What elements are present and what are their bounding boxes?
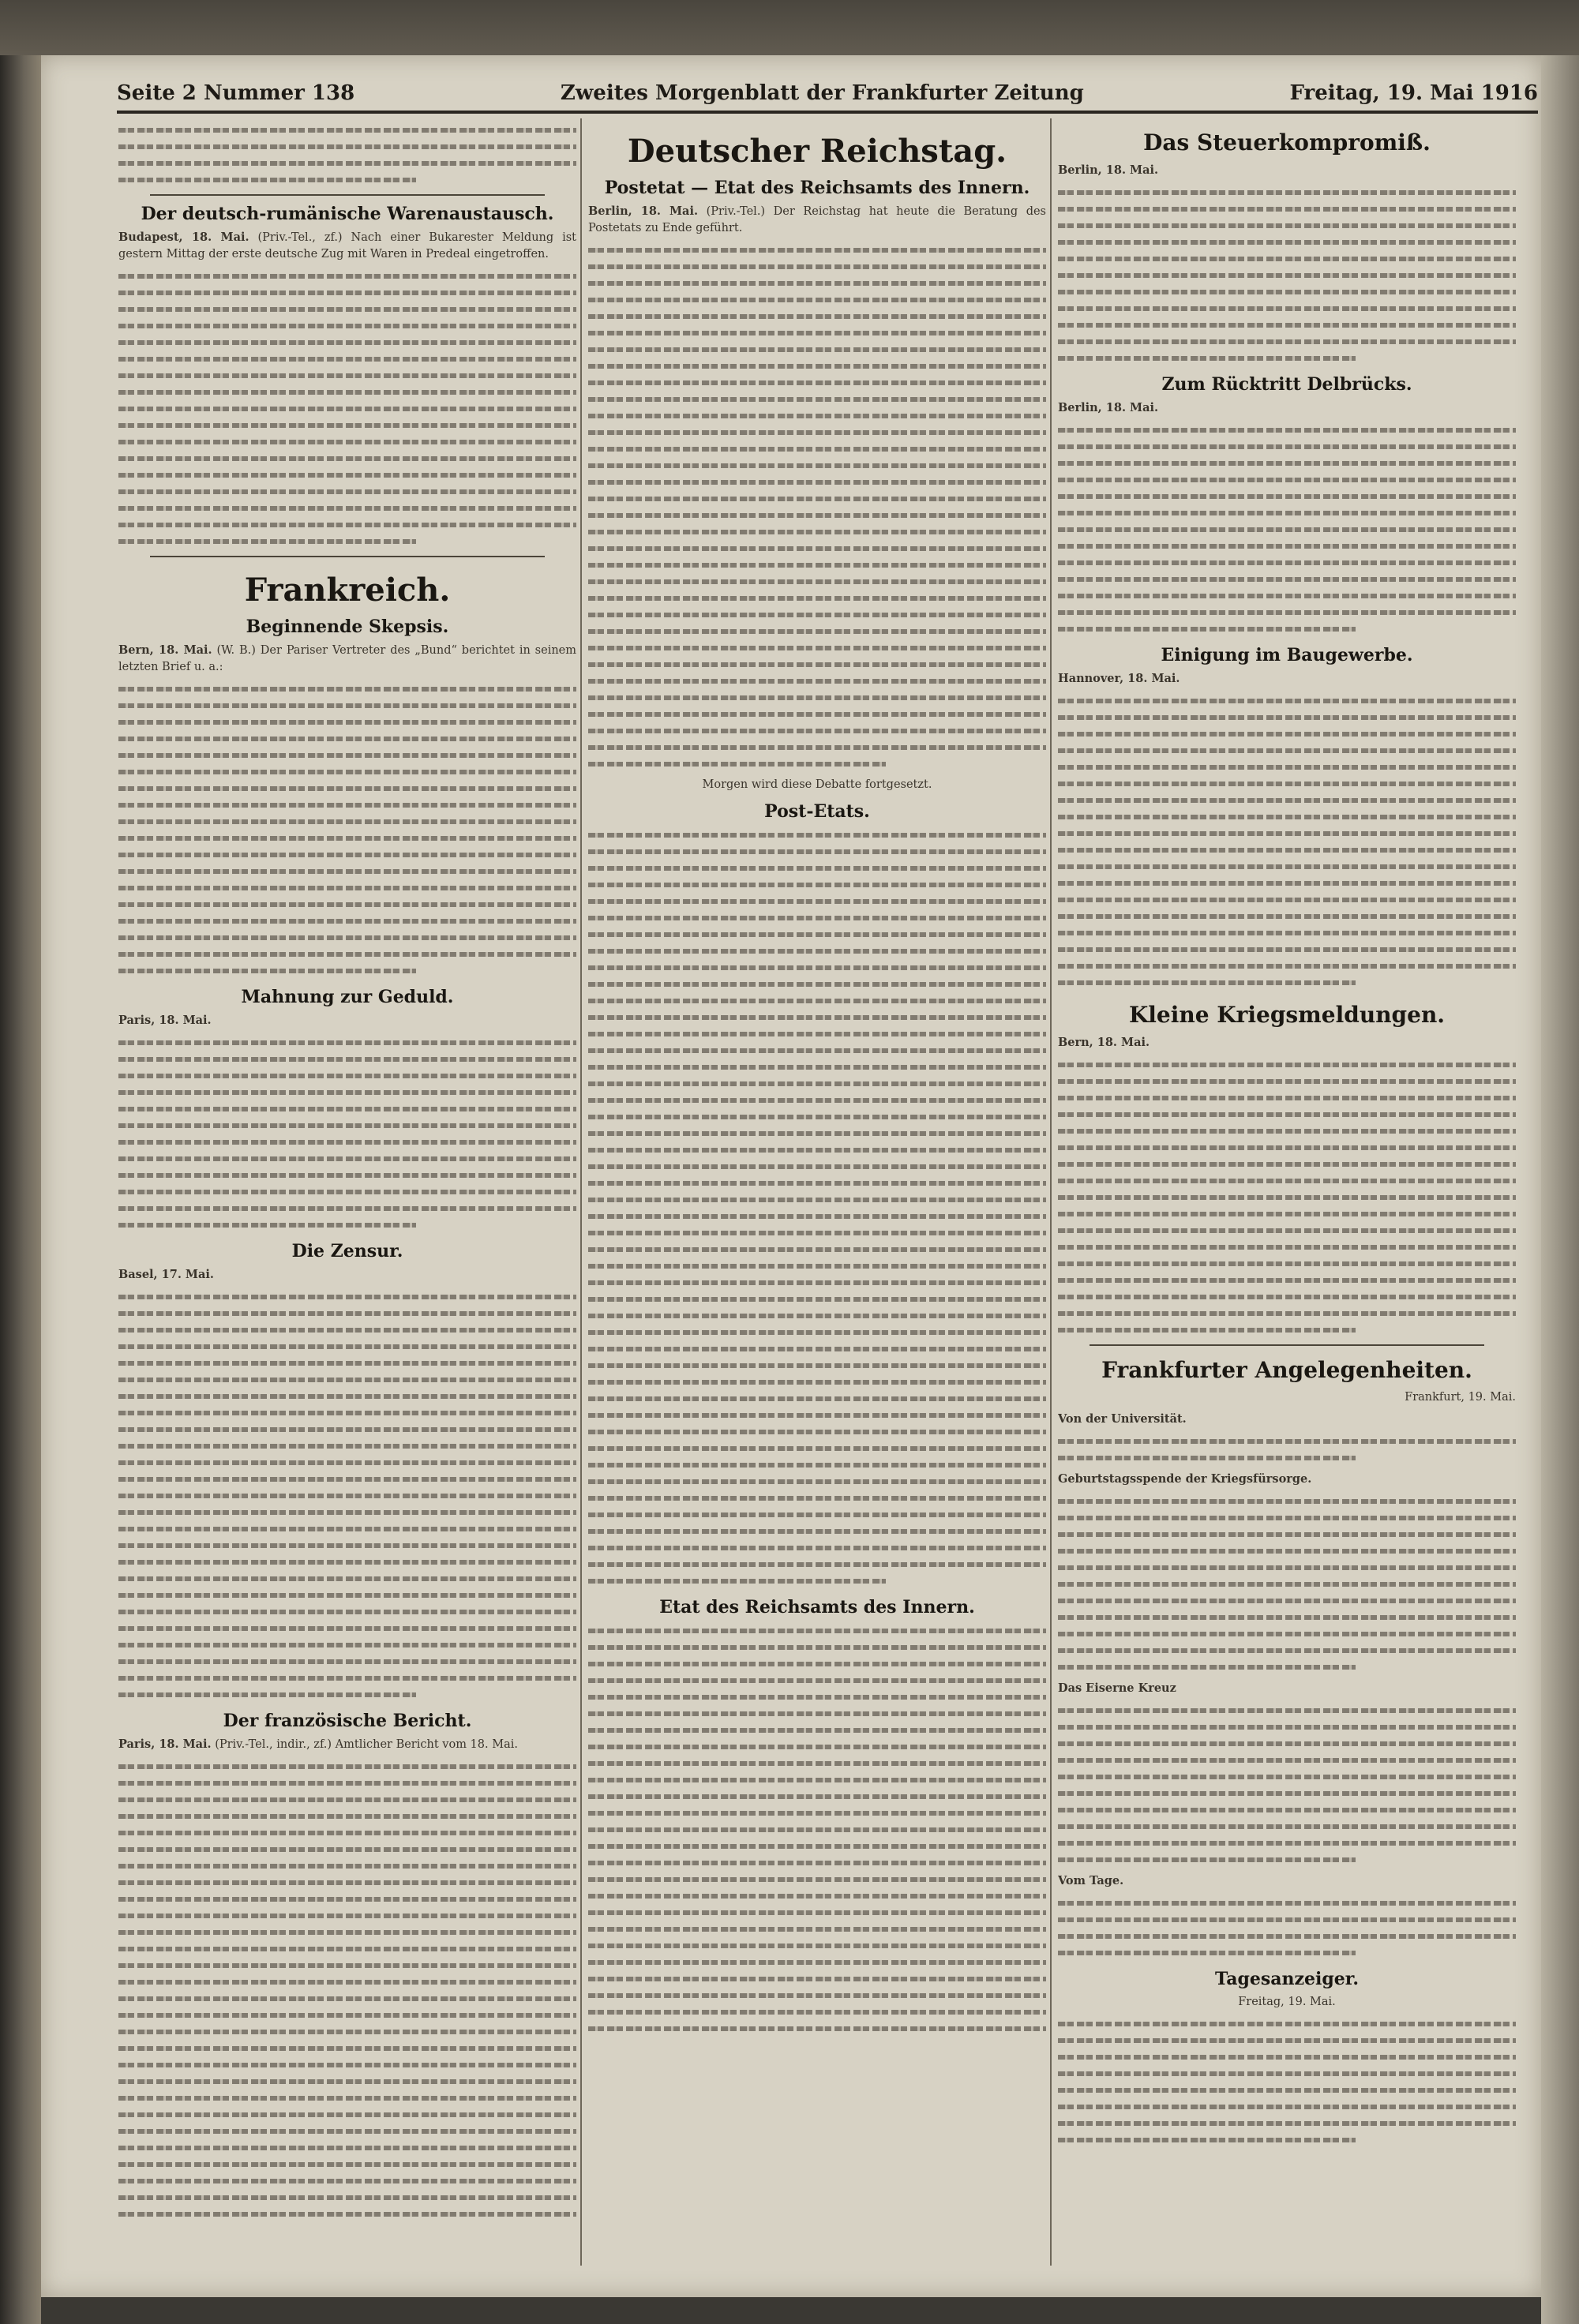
article-body <box>1058 1493 1516 1675</box>
dateline: Berlin, 18. Mai. <box>1058 401 1159 414</box>
article-body <box>1058 692 1516 991</box>
article-body <box>118 1034 576 1233</box>
article-body <box>1058 422 1516 637</box>
section-subtitle: Etat des Reichsamts des Innern. <box>659 1597 975 1617</box>
section-subtitle: Mahnung zur Geduld. <box>241 987 454 1007</box>
column-divider <box>580 118 582 2266</box>
section-rule <box>150 194 545 196</box>
section-title: Tagesanzeiger. <box>1215 1969 1359 1989</box>
article-body <box>588 242 1046 772</box>
article-lead <box>118 642 576 676</box>
listings-body <box>1058 2015 1516 2148</box>
dateline: Bern, 18. Mai. <box>118 643 212 657</box>
column-left <box>118 118 576 2266</box>
article-body <box>1058 1702 1516 1868</box>
dateline: Berlin, 18. Mai. <box>1058 163 1159 177</box>
section-subtitle: Postetat — Etat des Reichsamts des Innern. <box>604 178 1030 198</box>
dateline: Basel, 17. Mai. <box>118 1268 214 1281</box>
article-lead <box>118 229 576 263</box>
dateline: Frankfurt, 19. Mai. <box>1405 1391 1516 1404</box>
article-body <box>1058 1433 1516 1466</box>
article-item <box>1058 1680 1516 1697</box>
article-lead <box>118 1736 576 1753</box>
article-lead <box>1058 162 1516 179</box>
column-divider <box>1050 118 1052 2266</box>
article-body <box>1058 1056 1516 1338</box>
article-body <box>118 1758 576 2222</box>
book-binding <box>0 0 41 2324</box>
header-rule <box>117 111 1538 114</box>
section-subtitle: Der französische Bericht. <box>223 1711 472 1731</box>
article-lead <box>1058 1034 1516 1051</box>
lead-text: (W. B.) Der Pariser Vertreter des „Bund“ berichtet in seinem letzten Brief u. a.: <box>118 644 576 673</box>
agenda-note: Morgen wird diese Debatte fortgesetzt. <box>702 778 932 791</box>
article-lead <box>1058 670 1516 688</box>
section-title: Zum Rücktritt Delbrücks. <box>1161 374 1412 395</box>
section-title: Frankfurter Angelegenheiten. <box>1101 1357 1472 1383</box>
dateline: Paris, 18. Mai. <box>118 1737 212 1751</box>
item-heading: Vom Tage. <box>1058 1874 1124 1887</box>
issue-date: Freitag, 19. Mai 1916 <box>1289 81 1538 105</box>
section-title: Deutscher Reichstag. <box>627 133 1007 170</box>
section-rule <box>1090 1344 1484 1346</box>
column-middle <box>588 118 1046 2266</box>
section-subtitle: Die Zensur. <box>291 1241 403 1261</box>
column-right <box>1058 118 1516 2266</box>
article-body <box>1058 184 1516 366</box>
page-number-label: Seite 2 Nummer 138 <box>117 81 355 105</box>
section-title: Einigung im Baugewerbe. <box>1161 645 1413 665</box>
page-edge <box>1541 55 1579 2324</box>
article-body <box>588 1622 1046 2037</box>
lead-text: (Priv.-Tel.) Der Reichstag hat heute die Beratung des Postetats zu Ende geführt. <box>588 205 1046 234</box>
article-body <box>588 827 1046 1589</box>
section-title: Kleine Kriegsmeldungen. <box>1128 1002 1446 1028</box>
item-heading: Geburtstagsspende der Kriegsfürsorge. <box>1058 1472 1312 1486</box>
listing-date: Freitag, 19. Mai. <box>1238 1996 1336 2008</box>
dateline: Hannover, 18. Mai. <box>1058 672 1180 685</box>
dateline: Budapest, 18. Mai. <box>118 231 249 244</box>
lead-text: (Priv.-Tel., indir., zf.) Amtlicher Bericht vom 18. Mai. <box>215 1738 518 1751</box>
section-title: Der deutsch-rumänische Warenaustausch. <box>141 204 554 224</box>
carryover-text <box>118 122 576 188</box>
item-heading: Das Eiserne Kreuz <box>1058 1681 1176 1695</box>
article-item <box>1058 1411 1516 1428</box>
scan-top-margin <box>0 0 1579 55</box>
article-lead <box>1058 399 1516 417</box>
article-lead <box>118 1266 576 1284</box>
article-body <box>118 1288 576 1703</box>
masthead-title: Zweites Morgenblatt der Frankfurter Zeitung <box>560 81 1084 105</box>
section-subtitle: Beginnende Skepsis. <box>246 617 449 637</box>
article-body <box>1058 1895 1516 1961</box>
dateline: Berlin, 18. Mai. <box>588 204 699 218</box>
page-header <box>117 73 1538 114</box>
article-body <box>118 268 576 549</box>
dateline: Bern, 18. Mai. <box>1058 1036 1150 1049</box>
article-item <box>1058 1872 1516 1890</box>
article-item <box>1058 1471 1516 1488</box>
section-rule <box>150 556 545 557</box>
article-lead <box>588 203 1046 237</box>
section-title: Das Steuerkompromiß. <box>1143 129 1431 156</box>
article-lead <box>118 1012 576 1029</box>
article-body <box>118 680 576 979</box>
lead-text: (Priv.-Tel., zf.) Nach einer Bukarester Meldung ist gestern Mittag der erste deutsche Zug mit Waren in Predeal eingetroffen. <box>118 231 576 261</box>
section-subtitle: Post-Etats. <box>764 801 870 822</box>
item-heading: Von der Universität. <box>1058 1412 1187 1426</box>
dateline: Paris, 18. Mai. <box>118 1014 212 1027</box>
section-title: Frankreich. <box>244 572 451 609</box>
